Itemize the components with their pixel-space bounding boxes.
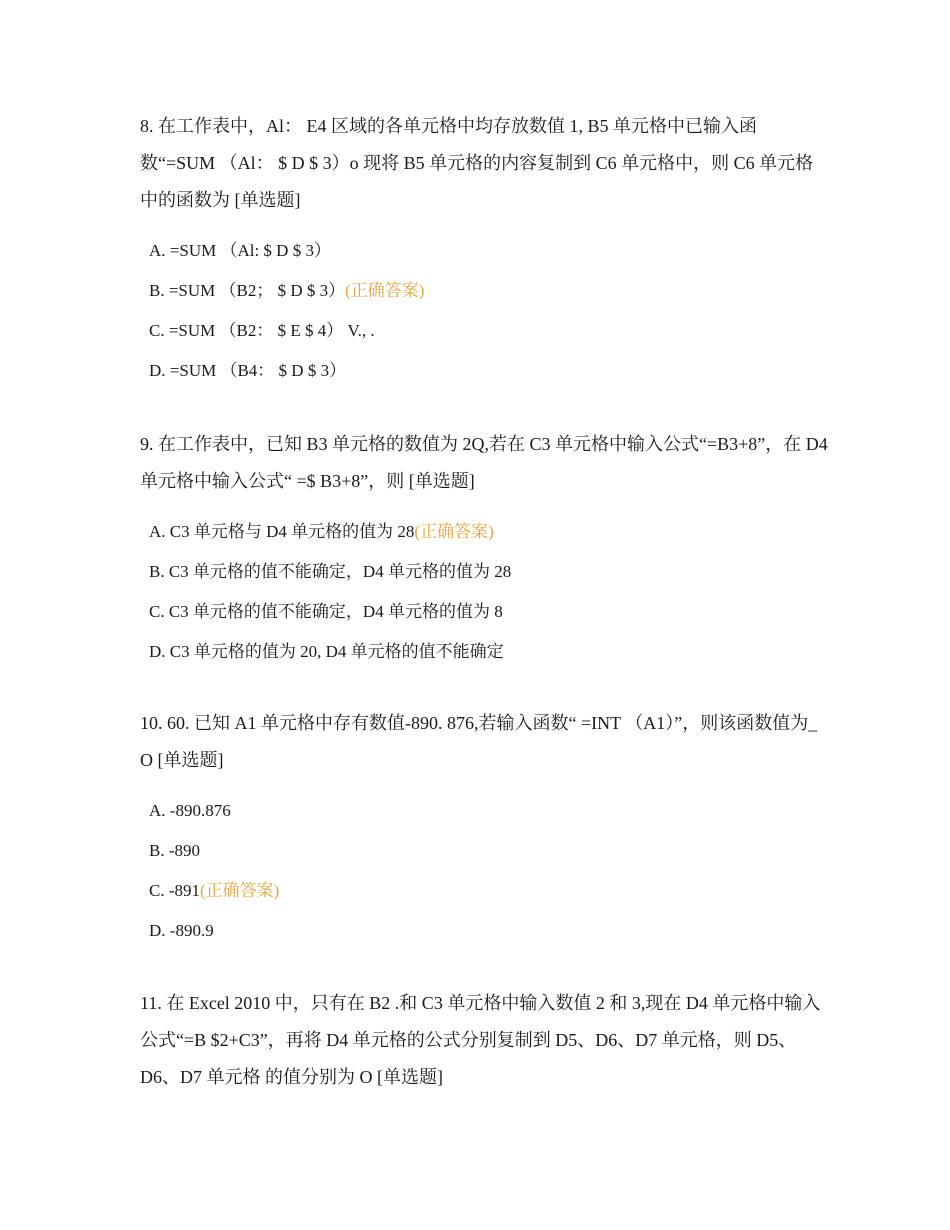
option-a[interactable]	[149, 231, 830, 271]
option-text: A. =SUM （Al: $ D $ 3）	[149, 241, 331, 260]
question-9	[140, 426, 830, 672]
option-text: C. -891	[149, 881, 200, 900]
option-d[interactable]	[149, 351, 830, 391]
option-list	[140, 231, 830, 391]
option-list	[140, 791, 830, 951]
question-8	[140, 108, 830, 391]
option-text: A. -890.876	[149, 801, 231, 820]
correct-answer-mark: (正确答案)	[200, 881, 280, 900]
question-stem: 11. 在 Excel 2010 中，只有在 B2 .和 C3 单元格中输入数值 2 和 3,现在 D4 单元格中输入公式“=B $2+C3”，再将 D4 单元格的公式分别复制到 D5、D6、D7 单元格，则 D5、D6、D7 单元格 的值分别为 O [单选题]	[140, 993, 821, 1087]
option-a[interactable]	[149, 512, 830, 552]
option-text: B. =SUM （B2； $ D $ 3）	[149, 281, 346, 300]
option-list	[140, 512, 830, 672]
option-d[interactable]	[149, 911, 830, 951]
option-text: D. =SUM （B4： $ D $ 3）	[149, 361, 347, 380]
correct-answer-mark: (正确答案)	[414, 522, 494, 541]
option-text: A. C3 单元格与 D4 单元格的值为 28	[149, 522, 415, 541]
option-text: D. C3 单元格的值为 20, D4 单元格的值不能确定	[149, 642, 504, 661]
option-c[interactable]	[149, 311, 830, 351]
question-11	[140, 985, 830, 1096]
correct-answer-mark: (正确答案)	[345, 281, 425, 300]
option-text: D. -890.9	[149, 921, 214, 940]
question-stem: 10. 60. 已知 A1 单元格中存有数值-890. 876,若输入函数“ =INT （A1）”，则该函数值为_ O [单选题]	[140, 713, 818, 770]
option-c[interactable]	[149, 871, 830, 911]
option-text: B. -890	[149, 841, 200, 860]
option-c[interactable]	[149, 592, 830, 632]
option-text: C. =SUM （B2： $ E $ 4） V., .	[149, 321, 375, 340]
question-stem: 9. 在工作表中，已知 B3 单元格的数值为 2Q,若在 C3 单元格中输入公式“=B3+8”，在 D4 单元格中输入公式“ =$ B3+8”，则 [单选题]	[140, 434, 828, 491]
option-text: B. C3 单元格的值不能确定，D4 单元格的值为 28	[149, 562, 512, 581]
option-d[interactable]	[149, 632, 830, 672]
option-b[interactable]	[149, 831, 830, 871]
option-text: C. C3 单元格的值不能确定，D4 单元格的值为 8	[149, 602, 503, 621]
option-b[interactable]	[149, 271, 830, 311]
question-stem: 8. 在工作表中，Al： E4 区域的各单元格中均存放数值 1, B5 单元格中已输入函数“=SUM （Al： $ D $ 3）o 现将 B5 单元格的内容复制到 C6 单元格中，则 C6 单元格中的函数为 [单选题]	[140, 116, 814, 210]
option-a[interactable]	[149, 791, 830, 831]
option-b[interactable]	[149, 552, 830, 592]
question-10	[140, 705, 830, 951]
